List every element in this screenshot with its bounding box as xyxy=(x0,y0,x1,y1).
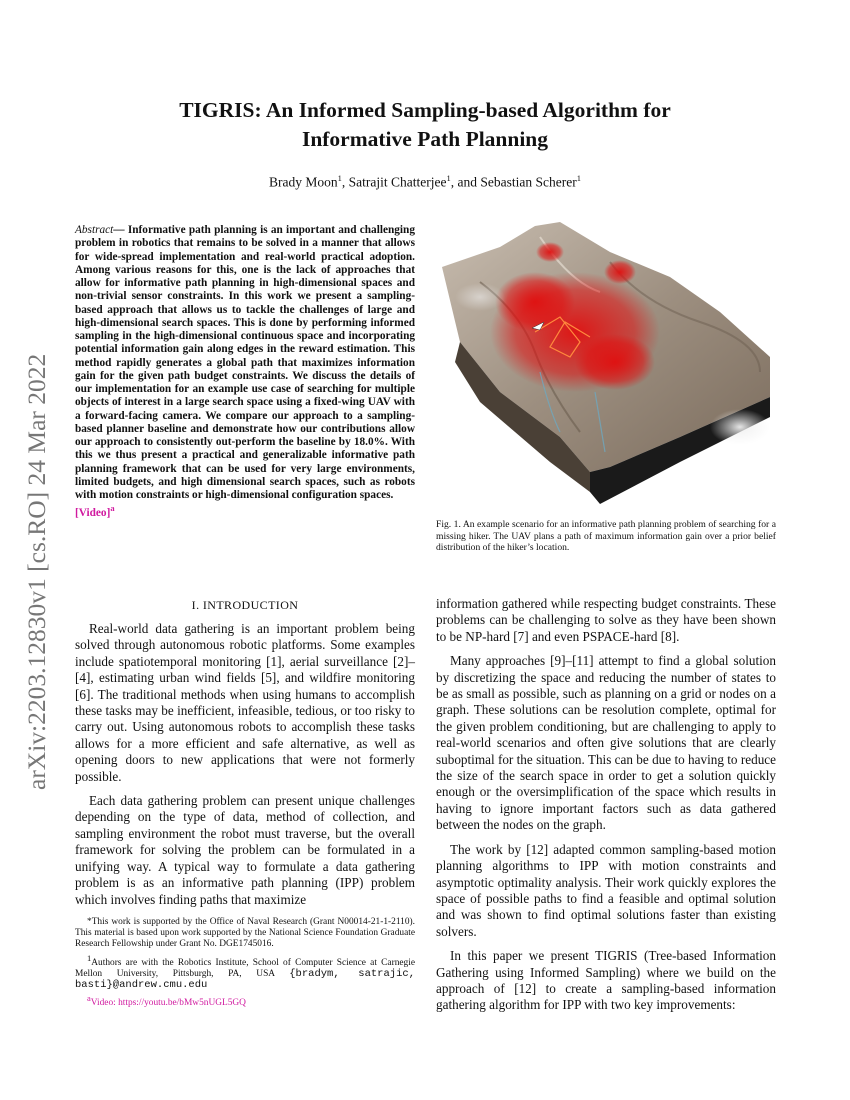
footnote-funding: *This work is supported by the Office of Naval Research (Grant N00014-21-1-2110). This material is based upon work supported by the National Science Foundation Graduate Research Fellowship under Grant No. DGE1745016. xyxy=(75,917,415,950)
section-heading: I. INTRODUCTION xyxy=(191,598,299,612)
belief-heatmap-region xyxy=(495,272,575,332)
paper-title xyxy=(90,96,760,154)
body-paragraph: Each data gathering problem can present unique challenges depending on the type of data, method of collection, and sampling environment the robot must traverse, but the overall framework for solving the problem can be formulated in a unifying way. A typical way to formulate a data gathering problem is as an informative path planning (IPP) problem which involves finding paths that maximize xyxy=(75,793,415,907)
author-separator: , and xyxy=(450,174,481,190)
arxiv-identifier xyxy=(4,290,54,790)
video-footnote-mark: a xyxy=(110,503,115,514)
footnote-mark: a xyxy=(87,993,91,1004)
body-right-column xyxy=(436,596,776,1022)
footnote-affiliation-text: Authors are with the Robotics Institute, School of Computer Science at Carnegie Mellon University, Pittsburgh, PA, USA xyxy=(75,957,415,979)
author-affiliation-mark: 1 xyxy=(337,173,342,183)
footnote-emails: {bradym, satrajic, basti}@andrew.cmu.edu xyxy=(75,967,415,992)
author-list xyxy=(90,173,760,191)
author-affiliation-mark: 1 xyxy=(446,173,451,183)
abstract xyxy=(75,224,415,520)
author-name: Sebastian Scherer xyxy=(480,174,577,190)
footnote-video xyxy=(75,993,415,1009)
title-line-1: TIGRIS: An Informed Sampling-based Algorithm for xyxy=(179,98,671,122)
body-left-column xyxy=(75,621,415,916)
abstract-body: Informative path planning is an important and challenging problem in robotics that remains to be solved in a manner that allows for wide-spread implementation and real-world practical adoption. Among various reasons for this, one is the lack of approaches that allow for informative path planning in high-dimensional spaces and non-trivial sensor constraints. In this work we present a sampling-based approach that allows us to tackle the challenges of large and high-dimensional search spaces. This is done by performing informed sampling in the high-dimensional continuous space and incorporating potential information gain along edges in the reward estimation. This method rapidly generates a global path that maximizes information gain for the given path budget constraints. We discuss the details of our implementation for an example use case of searching for multiple objects of interest in a large search space using a fixed-wing UAV with a forward-facing camera. We compare our approach to a sampling-based planner baseline and demonstrate how our contributions allow our approach to consistently out-perform the baseline by 18.0%. With this we thus present a practical and generalizable informative path planning framework that can be used for very large environments, limited budgets, and high dimensional search spaces, such as robots with motion constraints or high-dimensional configuration spaces. xyxy=(75,224,415,501)
body-paragraph: In this paper we present TIGRIS (Tree-based Information Gathering using Informed Sampling) where we build on the approach of [12] to create a sampling-based information gathering algorithm for IPP with two key improvements: xyxy=(436,948,776,1013)
abstract-dash: — xyxy=(113,224,128,236)
title-line-2: Informative Path Planning xyxy=(301,127,549,151)
footnote-affiliation xyxy=(75,953,415,992)
body-paragraph: Many approaches [9]–[11] attempt to find a global solution by discretizing the space and reducing the number of states to be as small as possible, such as planning on a grid or nodes on a graph. These solutions can be resolution complete, optimal for the given problem conditioning, but are challenging to apply to real-world scenarios and often give solutions that are clearly suboptimal for the situation. This can be due to having to reduce the size of the search space in order to get a solution quickly enough or the oversimplification of the space which results in having to ignore important factors such as data gathered between the nodes on the graph. xyxy=(436,653,776,833)
video-link[interactable]: [Video] xyxy=(75,507,111,520)
footnotes xyxy=(75,917,415,1012)
cloud xyxy=(455,283,505,311)
body-paragraph: The work by [12] adapted common sampling-based motion planning algorithms to IPP with motion constraints and asymptotic optimality analysis. Their work quickly explores the space of possible paths to find a feasible and optimal solution and was shown to find optimal solutions faster than existing solvers. xyxy=(436,841,776,939)
abstract-label: Abstract xyxy=(75,224,114,236)
body-paragraph: information gathered while respecting budget constraints. These problems can be challenging to solve as they have been shown to be NP-hard [7] and even PSPACE-hard [8]. xyxy=(436,596,776,644)
author-name: Brady Moon xyxy=(269,174,338,190)
belief-heatmap-region xyxy=(536,242,564,262)
figure-caption: Fig. 1. An example scenario for an informative path planning problem of searching for a missing hiker. The UAV plans a path of maximum information gain over a prior belief distribution of the hiker’s location. xyxy=(436,519,776,554)
author-separator: , xyxy=(341,174,349,190)
author-affiliation-mark: 1 xyxy=(576,173,581,183)
belief-heatmap-region xyxy=(604,260,636,284)
author-name: Satrajit Chatterjee xyxy=(348,174,447,190)
arxiv-identifier-text: arXiv:2203.12830v1 [cs.RO] 24 Mar 2022 xyxy=(22,353,51,790)
figure-terrain-render xyxy=(440,222,775,507)
cloud xyxy=(710,409,770,445)
footnote-mark: 1 xyxy=(87,952,92,963)
footnote-video-link[interactable]: Video: https://youtu.be/bMw5nUGL5GQ xyxy=(90,998,246,1009)
body-paragraph: Real-world data gathering is an important problem being solved through autonomous robotic platforms. Some examples include spatiotemporal monitoring [1], aerial surveillance [2]–[4], estimating urban wind fields [5], and wildfire monitoring [6]. The traditional methods when using humans to accomplish these tasks may be inefficient, infeasible, tedious, or too risky to carry out. Using autonomous robots to accomplish these tasks allows for a more efficient and safe alternative, as well as opening doors to new applications that were not formerly possible. xyxy=(75,621,415,784)
belief-heatmap-region xyxy=(575,334,655,390)
